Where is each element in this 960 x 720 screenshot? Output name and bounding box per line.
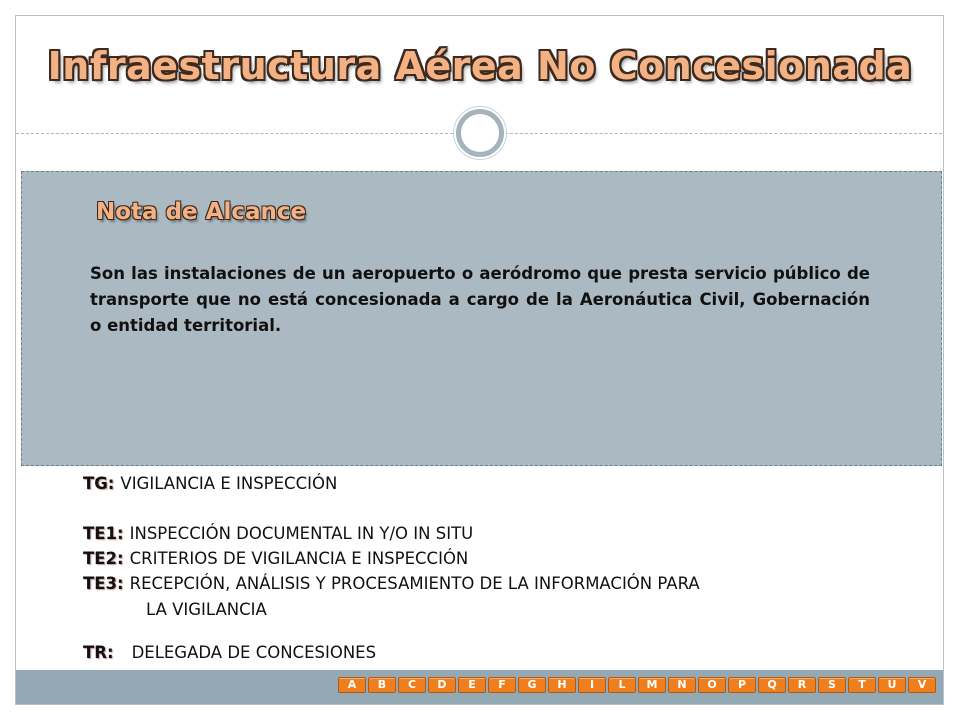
letter-navigation <box>338 677 936 693</box>
term-te3 <box>83 574 700 593</box>
letter-button-e[interactable]: E <box>458 677 486 693</box>
letter-button-q[interactable]: Q <box>758 677 786 693</box>
letter-button-d[interactable]: D <box>428 677 456 693</box>
term-te2-value: CRITERIOS DE VIGILANCIA E INSPECCIÓN <box>129 549 469 568</box>
term-te3-value: RECEPCIÓN, ANÁLISIS Y PROCESAMIENTO DE LA INFORMACIÓN PARA <box>129 574 700 593</box>
term-tr-value: DELEGADA DE CONCESIONES <box>131 643 377 662</box>
term-te1 <box>83 524 473 543</box>
term-tg-value: VIGILANCIA E INSPECCIÓN <box>120 474 338 493</box>
letter-button-g[interactable]: G <box>518 677 546 693</box>
letter-button-v[interactable]: V <box>908 677 936 693</box>
term-tg-code: TG: <box>83 474 115 493</box>
letter-button-h[interactable]: H <box>548 677 576 693</box>
letter-button-p[interactable]: P <box>728 677 756 693</box>
term-te2-code: TE2: <box>83 549 124 568</box>
letter-button-i[interactable]: I <box>578 677 606 693</box>
letter-button-l[interactable]: L <box>608 677 636 693</box>
letter-button-o[interactable]: O <box>698 677 726 693</box>
letter-button-m[interactable]: M <box>638 677 666 693</box>
circle-ornament-icon <box>456 109 504 157</box>
letter-button-n[interactable]: N <box>668 677 696 693</box>
letter-button-b[interactable]: B <box>368 677 396 693</box>
term-te3-code: TE3: <box>83 574 124 593</box>
term-tr <box>83 643 376 662</box>
term-te1-value: INSPECCIÓN DOCUMENTAL IN Y/O IN SITU <box>129 524 474 543</box>
letter-button-r[interactable]: R <box>788 677 816 693</box>
letter-button-c[interactable]: C <box>398 677 426 693</box>
term-te1-code: TE1: <box>83 524 124 543</box>
letter-button-f[interactable]: F <box>488 677 516 693</box>
letter-button-s[interactable]: S <box>818 677 846 693</box>
term-te2 <box>83 549 468 568</box>
page-title: Infraestructura Aérea No Concesionada <box>47 44 913 88</box>
scope-note-text: Son las instalaciones de un aeropuerto o aeródromo que presta servicio público de transporte que no está concesionada a cargo de la Aeronáutica Civil, Gobernación o entidad territorial. <box>90 264 870 335</box>
letter-button-t[interactable]: T <box>848 677 876 693</box>
scope-note-heading: Nota de Alcance <box>96 199 307 225</box>
term-te3-continuation: LA VIGILANCIA <box>146 600 267 619</box>
term-tr-code: TR: <box>83 643 114 662</box>
letter-button-a[interactable]: A <box>338 677 366 693</box>
letter-button-u[interactable]: U <box>878 677 906 693</box>
term-tg <box>83 474 337 493</box>
